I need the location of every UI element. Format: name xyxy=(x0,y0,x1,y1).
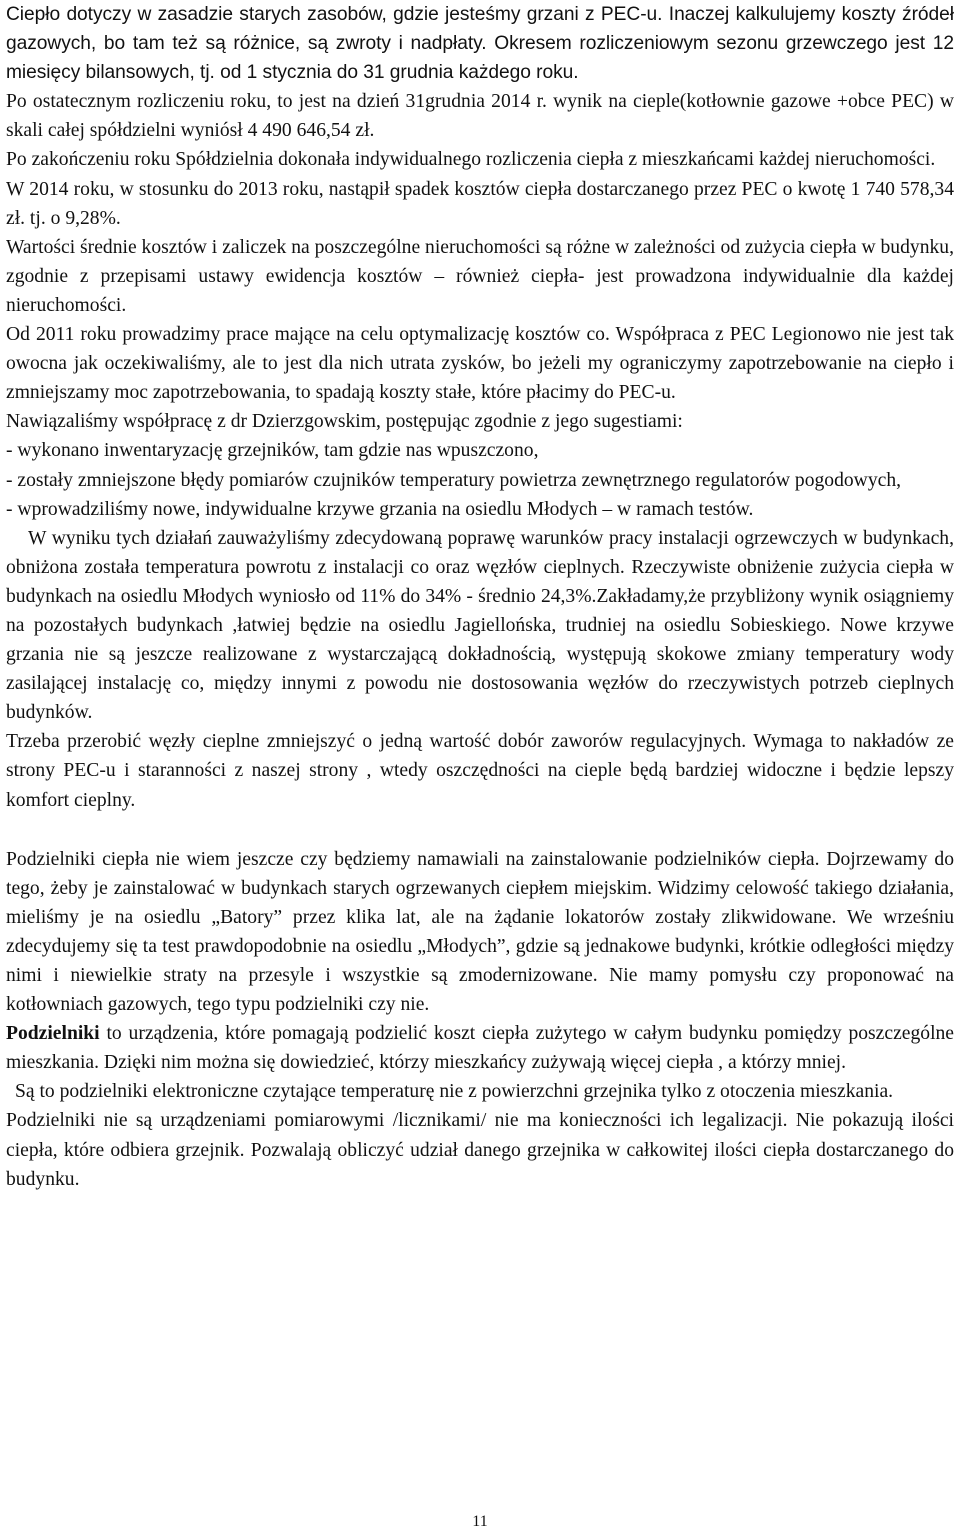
paragraph-wyniku: W wyniku tych działań zauważyliśmy zdecydowaną poprawę warunków pracy instalacji ogrzewczych w budynkach, obniżona została temperatura powrotu z instalacji co oraz węzłów cieplnych. Rzeczywiste obniżenie zużycia ciepła w budynkach na osiedlu Młodych wyniosło od 11% do 34% - średnio 24,3%.Zakładamy,że przybliżony wynik osiągniemy na pozostałych budynkach ,łatwiej będzie na osiedlu Jagiellońska, trudniej na osiedlu Sobieskiego. Nowe krzywe grzania nie są jeszcze realizowane z wystarczającą dokładnością, występują skokowe zmiany temperatury wody zasilającej instalację co, między innymi z powodu nie dostosowania węzłów do rzeczywistych potrzeb cieplnych budynków. xyxy=(6,527,954,724)
document-body xyxy=(6,0,954,1194)
paragraph-2014: W 2014 roku, w stosunku do 2013 roku, nastąpił spadek kosztów ciepła dostarczanego przez PEC o kwotę 1 740 578,34 zł. tj. o 9,28%. xyxy=(6,178,954,229)
paragraph-wartosci: Wartości średnie kosztów i zaliczek na poszczególne nieruchomości są różne w zależności od zużycia ciepła w budynku, zgodnie z przepisami ustawy ewidencja kosztów – również ciepła- jest prowadzona indywidualnie dla każdej nieruchomości. xyxy=(6,236,954,316)
definition-term: Podzielniki xyxy=(6,1023,100,1045)
page-number: 11 xyxy=(472,1513,488,1530)
list-item: - wykonano inwentaryzację grzejników, tam gdzie nas wpuszczono, xyxy=(6,440,539,462)
paragraph-nawiazalismy: Nawiązaliśmy współpracę z dr Dzierzgowskim, postępując zgodnie z jego sugestiami: xyxy=(6,411,683,433)
paragraph-intro-3: Po zakończeniu roku Spółdzielnia dokonała indywidualnego rozliczenia ciepła z mieszkańcami każdej nieruchomości. xyxy=(6,149,936,171)
list-item: - zostały zmniejszone błędy pomiarów czujników temperatury powietrza zewnętrznego regulatorów pogodowych, xyxy=(6,469,902,491)
paragraph-podzielniki: Podzielniki ciepła nie wiem jeszcze czy będziemy namawiali na zainstalowanie podzielników ciepła. Dojrzewamy do tego, żeby je zainstalować w budynkach starych ogrzewanych ciepłem miejskim. Widzimy celowość takiego działania, mieliśmy je na osiedlu „Batory” przez klika lat, ale na żądanie lokatorów zostały zlikwidowane. We wrześniu zdecydujemy się ta test prawdopodobnie na osiedlu „Młodych”, gdzie są jednakowe budynki, krótkie odległości między nimi i niewielkie straty na przesyle i wszystkie są zmodernizowane. Nie mamy pomysłu czy proponować na kotłowniach gazowych, tego typu podzielniki czy nie. xyxy=(6,848,954,1016)
paragraph-elektroniczne: Są to podzielniki elektroniczne czytające temperaturę nie z powierzchni grzejnika tylko z otoczenia mieszkania. xyxy=(15,1081,894,1103)
paragraph-intro-2: Po ostatecznym rozliczeniu roku, to jest na dzień 31grudnia 2014 r. wynik na cieple(kotłownie gazowe +obce PEC) w skali całej spółdzielni wyniósł 4 490 646,54 zł. xyxy=(6,91,954,142)
definition-text: to urządzenia, które pomagają podzielić koszt ciepła zużytego w całym budynku pomiędzy poszczególne mieszkania. Dzięki nim można się dowiedzieć, którzy mieszkańcy zużywają więcej ciepła , a którzy mniej. xyxy=(6,1023,954,1074)
paragraph-intro-1: Ciepło dotyczy w zasadzie starych zasobów, gdzie jesteśmy grzani z PEC-u. Inaczej kalkulujemy koszty źródeł gazowych, bo tam też są różnice, są zwroty i nadpłaty. Okresem rozliczeniowym sezonu grzewczego jest 12 miesięcy bilansowych, tj. od 1 stycznia do 31 grudnia każdego roku. xyxy=(6,4,954,84)
paragraph-trzeba: Trzeba przerobić węzły cieplne zmniejszyć o jedną wartość dobór zaworów regulacyjnych. Wymaga to nakładów ze strony PEC-u i staranności z naszej strony , wtedy oszczędności na cieple będą bardziej widoczne i będzie lepszy komfort cieplny. xyxy=(6,731,954,811)
paragraph-gap xyxy=(6,815,954,845)
paragraph-2011: Od 2011 roku prowadzimy prace mające na celu optymalizację kosztów co. Współpraca z PEC Legionowo nie jest tak owocna jak oczekiwaliśmy, ale to jest dla nich utrata zysków, bo jeżeli my ograniczymy zapotrzebowanie na ciepło i zmniejszamy moc zapotrzebowania, to spadają koszty stałe, które płacimy do PEC-u. xyxy=(6,324,954,404)
list-item: - wprowadziliśmy nowe, indywidualne krzywe grzania na osiedlu Młodych – w ramach testów. xyxy=(6,498,754,520)
paragraph-definition xyxy=(6,1019,954,1077)
paragraph-legalizacji: Podzielniki nie są urządzeniami pomiarowymi /licznikami/ nie ma konieczności ich legalizacji. Nie pokazują ilości ciepła, które odbiera grzejnik. Pozwalają obliczyć udział danego grzejnika w całkowitej ilości ciepła dostarczanego do budynku. xyxy=(6,1110,954,1190)
